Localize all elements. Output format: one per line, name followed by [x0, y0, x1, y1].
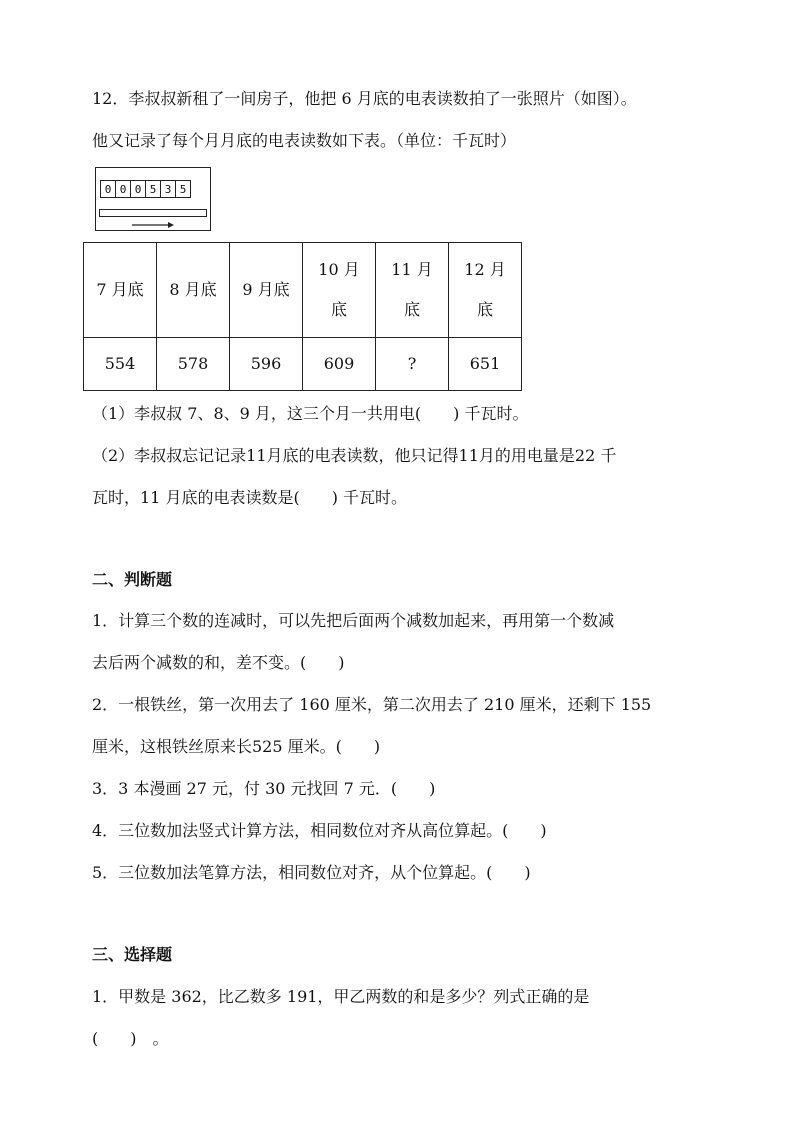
meter-digit: 0 [130, 180, 146, 198]
section-title: 二、判断题 [92, 570, 173, 589]
meter-digit: 5 [175, 180, 191, 198]
table-cell: 554 [84, 338, 157, 391]
list-item: 2．一根铁丝，第一次用去了 160 厘米，第二次用去了 210 厘米，还剩下 155 [92, 695, 652, 714]
section-title: 三、选择题 [92, 945, 173, 964]
list-item: 4．三位数加法竖式计算方法，相同数位对齐从高位算起。( ) [92, 821, 547, 840]
meter-digit: 5 [145, 180, 161, 198]
table-cell: 8 月底 [157, 243, 230, 338]
meter-bar [99, 209, 207, 217]
arrow-right-icon [132, 221, 174, 229]
table-cell: 10 月 底 [303, 243, 376, 338]
table-cell: 7 月底 [84, 243, 157, 338]
list-item: ( ) 。 [92, 1029, 169, 1048]
list-item: 1．甲数是 362，比乙数多 191，甲乙两数的和是多少？列式正确的是 [92, 987, 590, 1006]
list-item: 3．3 本漫画 27 元，付 30 元找回 7 元．( ) [92, 779, 436, 798]
q12-sub-question-2-line-1: （2）李叔叔忘记记录11月底的电表读数，他只记得11月的用电量是22 千 [92, 446, 617, 465]
meter-reading-table [83, 242, 522, 391]
list-item: 厘米，这根铁丝原来长525 厘米。( ) [92, 737, 381, 756]
meter-digit: 0 [100, 180, 116, 198]
table-row-readings [84, 338, 522, 391]
table-cell: 11 月 底 [376, 243, 449, 338]
q12-line-2: 他又记录了每个月月底的电表读数如下表。（单位：千瓦时） [92, 131, 517, 150]
meter-digit: 0 [115, 180, 131, 198]
list-item: 1．计算三个数的连减时，可以先把后面两个减数加起来，再用第一个数减 [92, 611, 615, 630]
table-cell: 12 月 底 [449, 243, 522, 338]
list-item: 去后两个减数的和，差不变。( ) [92, 653, 345, 672]
table-cell: 609 [303, 338, 376, 391]
q12-line-1: 12．李叔叔新租了一间房子，他把 6 月底的电表读数拍了一张照片（如图）。 [92, 89, 637, 108]
electric-meter-photo [95, 167, 211, 231]
meter-digit: 3 [160, 180, 176, 198]
table-cell: 9 月底 [230, 243, 303, 338]
table-cell: 578 [157, 338, 230, 391]
table-row-months [84, 243, 522, 338]
list-item: 5．三位数加法笔算方法，相同数位对齐，从个位算起。( ) [92, 863, 531, 882]
table-cell: ? [376, 338, 449, 391]
table-cell: 651 [449, 338, 522, 391]
meter-digits [101, 180, 191, 198]
table-cell: 596 [230, 338, 303, 391]
q12-sub-question-2-line-2: 瓦时，11 月底的电表读数是( ) 千瓦时。 [92, 488, 408, 507]
q12-sub-question-1: （1）李叔叔 7、8、9 月，这三个月一共用电( ) 千瓦时。 [92, 404, 529, 423]
